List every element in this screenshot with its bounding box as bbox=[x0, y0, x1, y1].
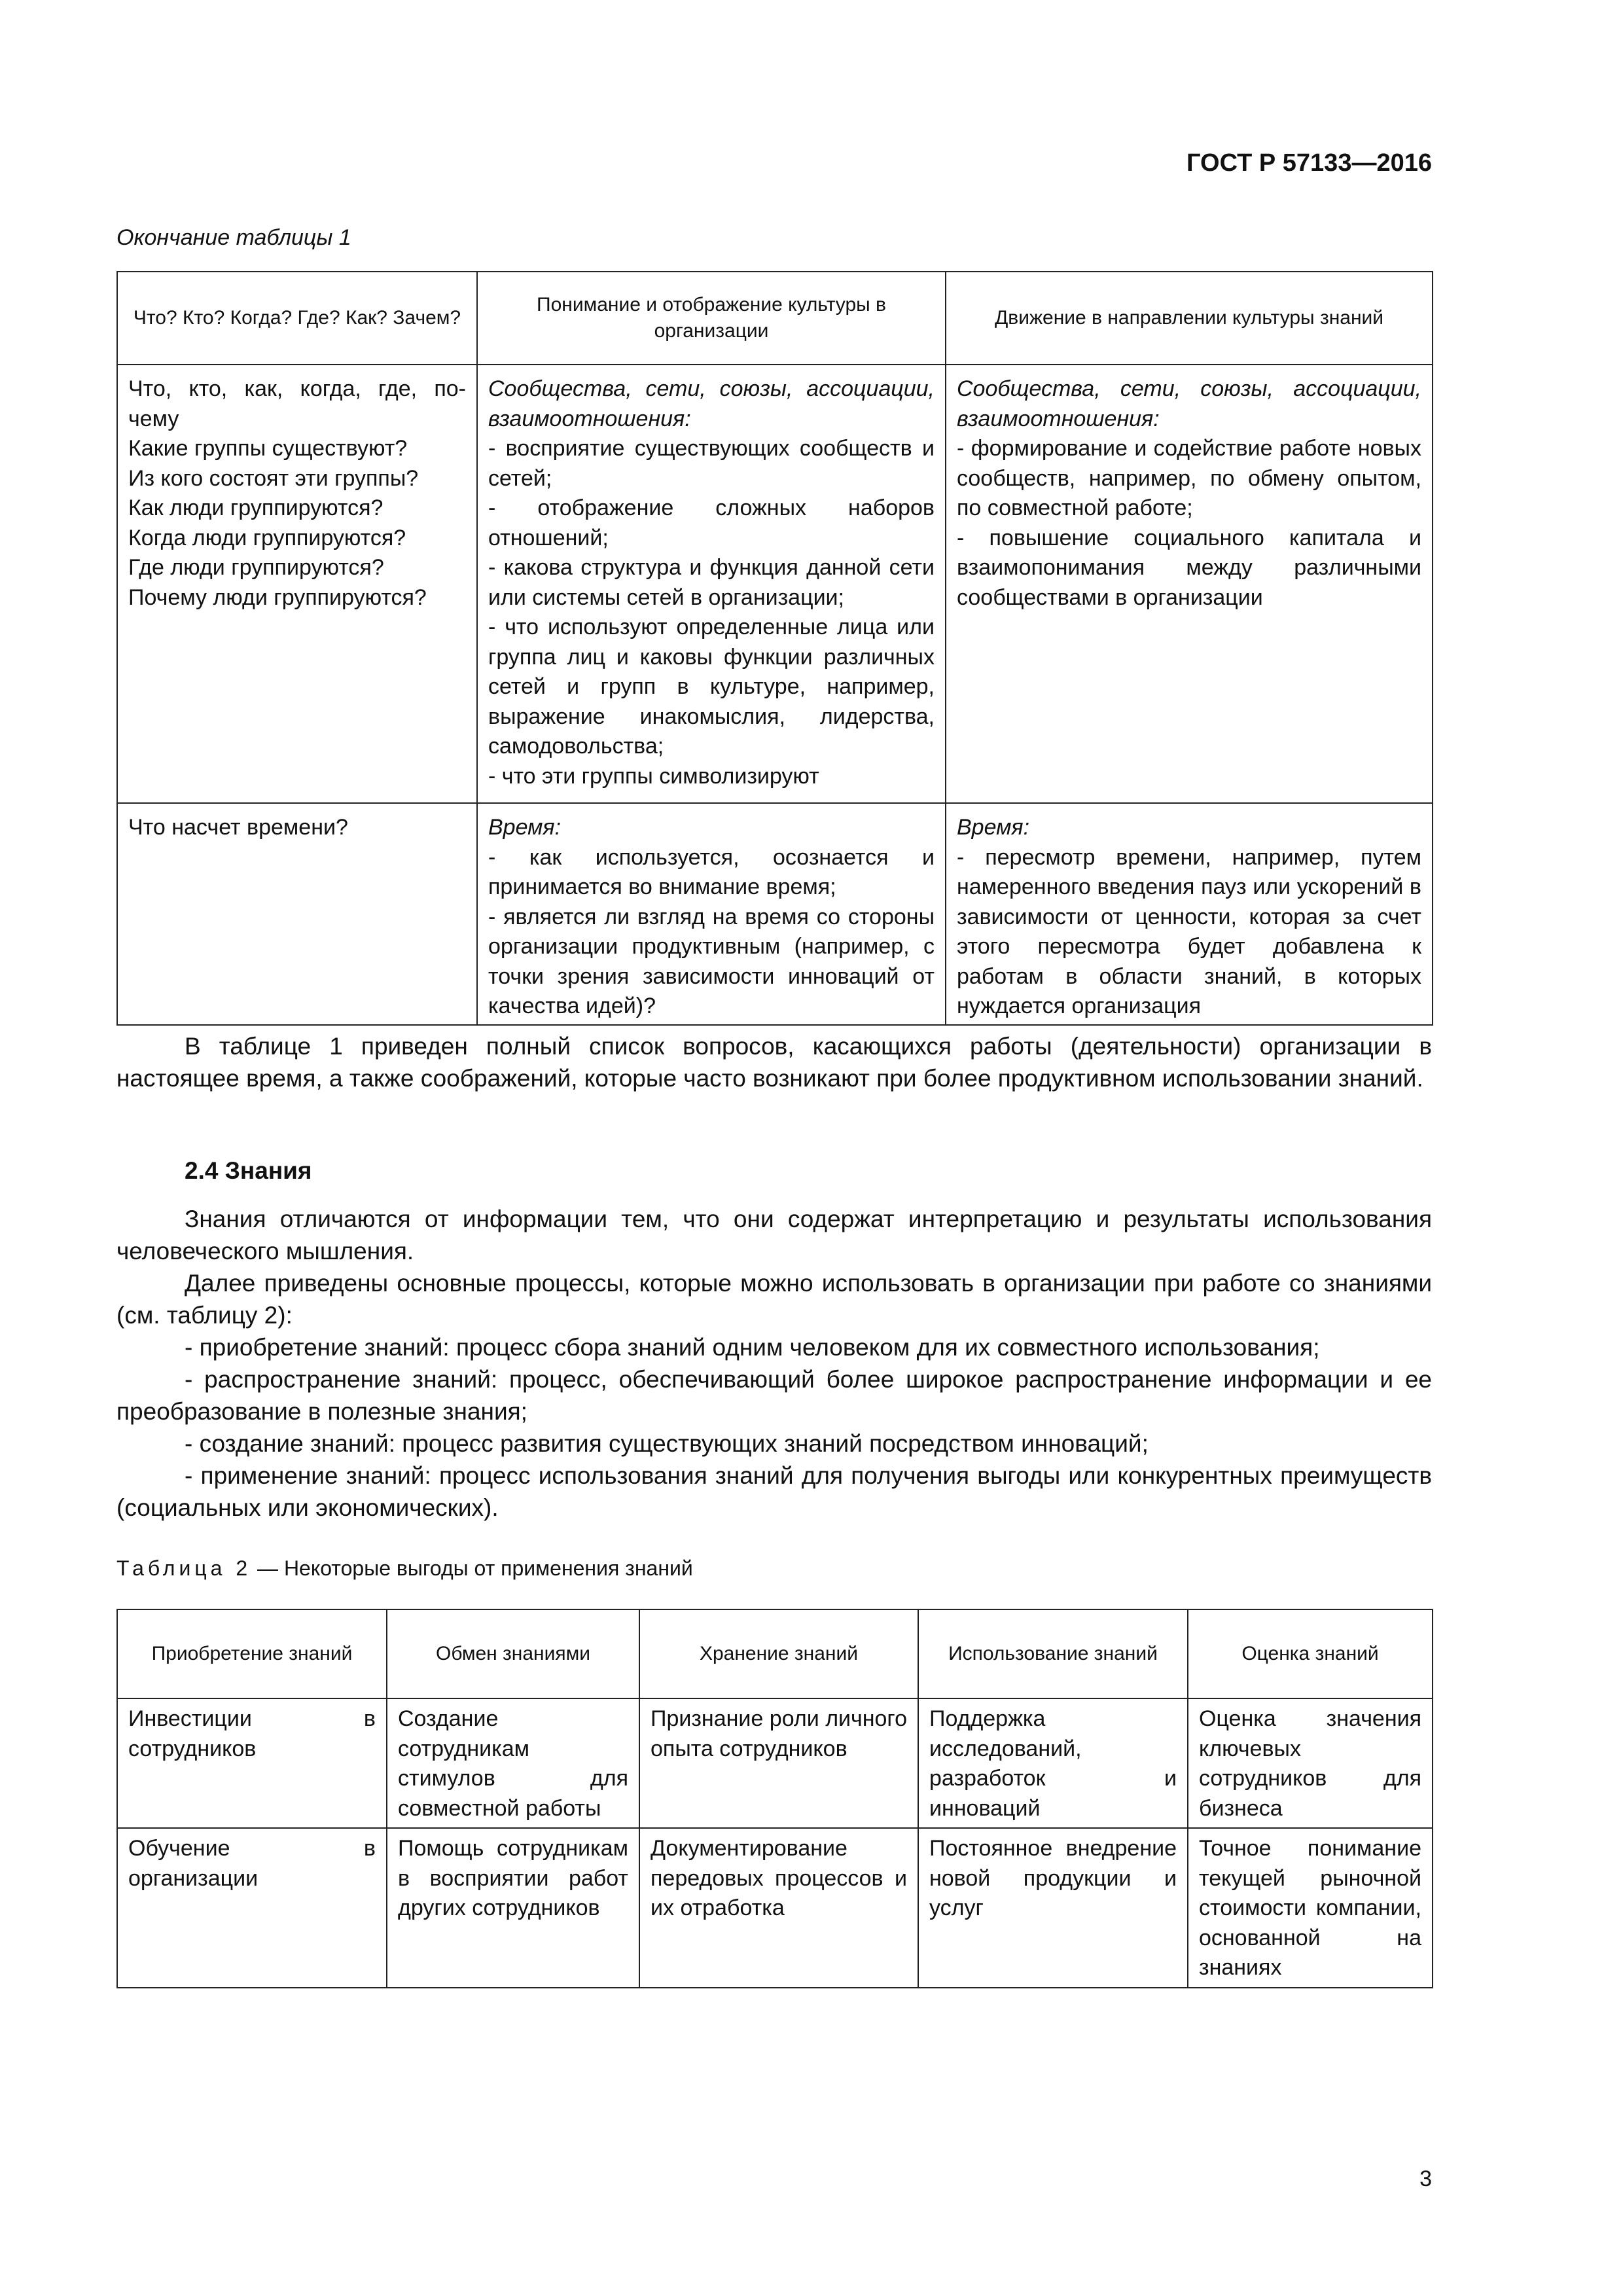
cell-line: чему bbox=[128, 406, 179, 431]
cell-title: Сообщества, сети, союзы, ассоциации, взаимоотношения: bbox=[957, 376, 1421, 431]
table2-header-cell: Приобретение знаний bbox=[117, 1609, 387, 1698]
table2-caption-label: Таблица 2 bbox=[116, 1556, 252, 1580]
table1-cell bbox=[946, 803, 1433, 1025]
table2-cell: Оценка значения ключевых сотрудников для бизнеса bbox=[1188, 1698, 1433, 1828]
table2-cell: Инвестиции в сотрудников bbox=[117, 1698, 387, 1828]
cell-line: - что эти группы символизируют bbox=[488, 763, 819, 789]
table-row bbox=[117, 365, 1433, 803]
table2-header-cell: Оценка знаний bbox=[1188, 1609, 1433, 1698]
page-number: 3 bbox=[1419, 2166, 1432, 2191]
cell-line: - является ли взгляд на время со стороны организации продуктивным (например, с точки зрения зависимости инноваций от качества идей)? bbox=[488, 904, 935, 1018]
table1-cell bbox=[477, 803, 946, 1025]
table-header-row bbox=[117, 1609, 1433, 1698]
cell-title: Время: bbox=[957, 815, 1030, 840]
paragraph: Далее приведены основные процессы, которые можно использовать в организации при работе со знаниями (см. таблицу 2): bbox=[116, 1270, 1432, 1329]
table2-cell: Помощь сотрудникам в восприятии работ других сотрудников bbox=[387, 1828, 639, 1988]
table1-cell bbox=[117, 803, 477, 1025]
cell-line: Где люди группируются? bbox=[128, 555, 384, 580]
table2-cell: Точное понимание текущей рыночной стоимости компании, основанной на знаниях bbox=[1188, 1828, 1433, 1988]
table2-cell: Обучение в организации bbox=[117, 1828, 387, 1988]
document-code: ГОСТ Р 57133—2016 bbox=[1186, 149, 1432, 177]
cell-line: - отображение сложных наборов отношений; bbox=[488, 495, 935, 550]
cell-line: Что, кто, как, когда, где, по- bbox=[128, 376, 466, 401]
table1 bbox=[116, 271, 1433, 1026]
table2-header-cell: Обмен знаниями bbox=[387, 1609, 639, 1698]
table2-cell: Признание роли личного опыта сотрудников bbox=[639, 1698, 918, 1828]
cell-line: - что используют определенные лица или группа лиц и каковы функции различных сетей и групп в культуре, например, выражение инакомыслия, лидерства, самодовольства; bbox=[488, 615, 935, 759]
table2-caption bbox=[116, 1556, 693, 1581]
section-heading: 2.4 Знания bbox=[185, 1157, 312, 1184]
cell-line: Когда люди группируются? bbox=[128, 525, 406, 550]
table-header-row bbox=[117, 272, 1433, 365]
table1-header-cell: Понимание и отображение культуры в организации bbox=[477, 272, 946, 365]
cell-line: Что насчет времени? bbox=[128, 815, 348, 840]
table2-caption-text: — Некоторые выгоды от применения знаний bbox=[251, 1556, 693, 1580]
cell-line: - какова структура и функция данной сети или системы сетей в организации; bbox=[488, 555, 935, 610]
cell-title: Время: bbox=[488, 815, 562, 840]
cell-line: Как люди группируются? bbox=[128, 495, 383, 520]
table-row bbox=[117, 1698, 1433, 1828]
table1-cell bbox=[117, 365, 477, 803]
paragraph: Знания отличаются от информации тем, что они содержат интерпретацию и результаты использования человеческого мышления. bbox=[116, 1206, 1432, 1265]
cell-line: Какие группы существуют? bbox=[128, 436, 408, 461]
list-item: - создание знаний: процесс развития существующих знаний посредством инноваций; bbox=[185, 1430, 1149, 1457]
cell-line: - пересмотр времени, например, путем намеренного введения пауз или ускорений в зависимости от ценности, которая за счет этого пересмотра будет добавлена к работам в области знаний, в которых нуждается организация bbox=[957, 844, 1421, 1018]
table2-cell: Создание сотрудникам стимулов для совместной работы bbox=[387, 1698, 639, 1828]
table1-header-cell: Что? Кто? Когда? Где? Как? Зачем? bbox=[117, 272, 477, 365]
table1-caption: Окончание таблицы 1 bbox=[116, 225, 351, 250]
list-item: - приобретение знаний: процесс сбора знаний одним человеком для их совместного использования; bbox=[185, 1334, 1320, 1361]
table2-cell: Постоянное внедрение новой продукции и услуг bbox=[918, 1828, 1188, 1988]
table1-header-cell: Движение в направлении культуры знаний bbox=[946, 272, 1433, 365]
table1-cell bbox=[946, 365, 1433, 803]
cell-line: - как используется, осознается и принимается во внимание время; bbox=[488, 844, 935, 899]
cell-line: - формирование и содействие работе новых сообществ, например, по обмену опытом, по совместной работе; bbox=[957, 436, 1421, 520]
cell-line: Из кого состоят эти группы? bbox=[128, 465, 419, 491]
table2-cell: Документирование передовых процессов и их отработка bbox=[639, 1828, 918, 1988]
table2-cell: Поддержка исследований, разработок и инноваций bbox=[918, 1698, 1188, 1828]
table-row bbox=[117, 1828, 1433, 1988]
table2-header-cell: Хранение знаний bbox=[639, 1609, 918, 1698]
cell-line: Почему люди группируются? bbox=[128, 584, 427, 610]
list-item: - распространение знаний: процесс, обеспечивающий более широкое распространение информации и ее преобразование в полезные знания; bbox=[116, 1366, 1432, 1425]
table2 bbox=[116, 1609, 1433, 1988]
table1-cell bbox=[477, 365, 946, 803]
cell-line: - восприятие существующих сообществ и сетей; bbox=[488, 436, 935, 491]
paragraph: В таблице 1 приведен полный список вопросов, касающихся работы (деятельности) организации в настоящее время, а также соображений, которые часто возникают при более продуктивном использовании знаний. bbox=[116, 1033, 1432, 1092]
list-item: - применение знаний: процесс использования знаний для получения выгоды или конкурентных преимуществ (социальных или экономических). bbox=[116, 1462, 1432, 1521]
cell-line: - повышение социального капитала и взаимопонимания между различными сообществами в организации bbox=[957, 525, 1421, 610]
table2-header-cell: Использование знаний bbox=[918, 1609, 1188, 1698]
table-row bbox=[117, 803, 1433, 1025]
cell-title: Сообщества, сети, союзы, ассоциации, взаимоотношения: bbox=[488, 376, 935, 431]
